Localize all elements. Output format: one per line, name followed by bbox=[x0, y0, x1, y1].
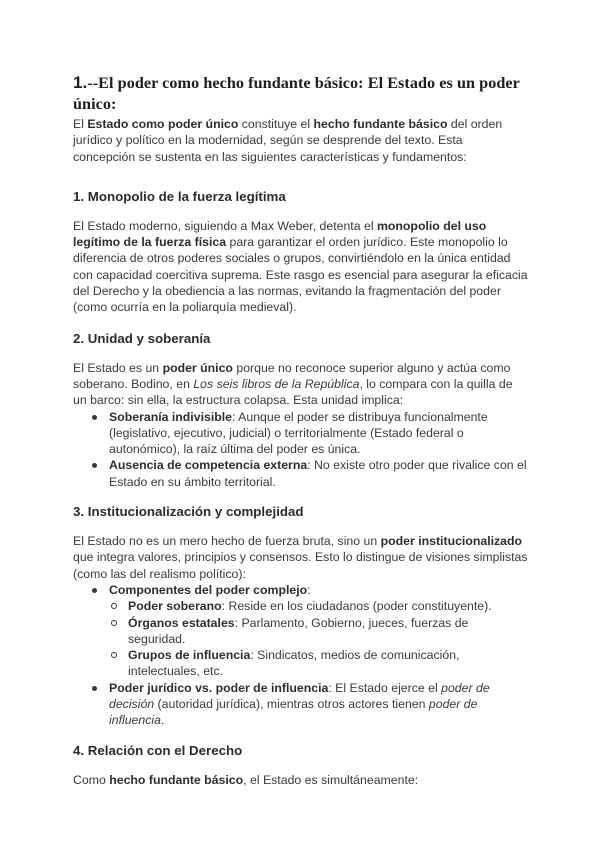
s4-text-1: Como bbox=[73, 772, 110, 787]
sublist-item-text: : Reside en los ciudadanos (poder constituyente). bbox=[221, 599, 492, 614]
list-item-bold: Soberanía indivisible bbox=[109, 409, 233, 424]
list-item-italic: poder de influencia bbox=[109, 697, 478, 728]
title-text: --El poder como hecho fundante básico: El Estado es un poder único: bbox=[73, 74, 520, 113]
s2-text-2: porque no reconoce superior alguno y actúa como soberano. Bodino, en bbox=[73, 360, 511, 391]
s1-text-1: El Estado moderno, siguiendo a Max Weber, detenta el bbox=[73, 218, 377, 233]
sublist-item-text: : Sindicatos, medios de comunicación, intelectuales, etc. bbox=[128, 648, 460, 679]
s3-bold-1: poder institucionalizado bbox=[380, 534, 523, 549]
intro-text-2: constituye el bbox=[238, 117, 314, 131]
list-item-bold: Ausencia de competencia externa bbox=[109, 458, 308, 473]
sublist-item bbox=[109, 615, 528, 648]
list-item bbox=[73, 457, 528, 490]
section-3-list bbox=[73, 582, 528, 729]
s4-text-2: , el Estado es simultáneamente: bbox=[243, 772, 419, 787]
sublist-item bbox=[109, 598, 528, 614]
section-2-list bbox=[73, 409, 528, 490]
intro-bold-1: Estado como poder único bbox=[87, 117, 239, 131]
intro-text-3: del orden jurídico y político en la modernidad, según se desprende del texto. Esta concepción se sustenta en las siguientes características y fundamentos: bbox=[73, 117, 503, 164]
document-title bbox=[73, 72, 528, 115]
s2-text-1: El Estado es un bbox=[73, 360, 163, 375]
section-3-heading: 3. Institucionalización y complejidad bbox=[73, 504, 304, 520]
intro-paragraph bbox=[73, 116, 528, 165]
list-item-bold: Poder jurídico vs. poder de influencia bbox=[109, 680, 329, 695]
sublist-item bbox=[109, 647, 528, 680]
intro-text-1: El bbox=[73, 117, 88, 131]
list-item-text: . bbox=[160, 713, 165, 728]
section-3-paragraph bbox=[73, 533, 528, 582]
sublist-item-text: : Parlamento, Gobierno, jueces, fuerzas de seguridad. bbox=[128, 615, 469, 646]
sublist-item-bold: Poder soberano bbox=[128, 599, 222, 614]
section-3-sublist bbox=[109, 598, 528, 679]
list-item-text: (autoridad jurídica), mientras otros actores tienen bbox=[154, 697, 429, 712]
list-item bbox=[73, 582, 528, 680]
section-1-heading: 1. Monopolio de la fuerza legítima bbox=[73, 188, 286, 204]
list-item bbox=[73, 409, 528, 458]
sublist-item-bold: Grupos de influencia bbox=[128, 648, 251, 663]
s2-text-3: , lo compara con la quilla de un barco: sin ella, la estructura colapsa. Esta unidad implica: bbox=[73, 376, 513, 408]
s3-text-1: El Estado no es un mero hecho de fuerza bruta, sino un bbox=[73, 534, 381, 549]
title-number: 1. bbox=[73, 73, 88, 92]
sublist-item-bold: Órganos estatales bbox=[128, 615, 235, 630]
s2-italic-1: Los seis libros de la República bbox=[193, 376, 360, 391]
intro-bold-2: hecho fundante básico bbox=[313, 117, 448, 131]
list-item bbox=[73, 680, 528, 729]
s3-text-2: que integra valores, principios y consensos. Esto lo distingue de visiones simplistas (como las del realismo político): bbox=[73, 550, 528, 581]
s1-text-2: para garantizar el orden jurídico. Este monopolio lo diferencia de otros poderes sociales o grupos, convirtiéndolo en la única entidad con capacidad coercitiva suprema. Este rasgo es esencial para asegurar la eficacia del Derecho y la obediencia a las normas, evitando la fragmentación del poder (como ocurría en la poliarquía medieval). bbox=[73, 235, 528, 315]
list-item-text: : No existe otro poder que rivalice con el Estado en su ámbito territorial. bbox=[109, 458, 527, 489]
list-item-bold: Componentes del poder complejo bbox=[109, 582, 308, 597]
list-item-text: : bbox=[307, 582, 311, 597]
list-item-text: : Aunque el poder se distribuya funcionalmente (legislativo, ejecutivo, judicial) o territorialmente (Estado federal o autonómico), la raíz última del poder es única. bbox=[109, 409, 488, 457]
list-item-italic: poder de decisión bbox=[109, 680, 490, 712]
section-1-paragraph bbox=[73, 218, 528, 316]
list-item-text: : El Estado ejerce el bbox=[328, 680, 442, 695]
section-4-heading: 4. Relación con el Derecho bbox=[73, 742, 243, 758]
s4-bold-1: hecho fundante básico bbox=[109, 772, 244, 787]
s2-bold-1: poder único bbox=[162, 360, 233, 375]
s1-bold-1: monopolio del uso legítimo de la fuerza física bbox=[73, 218, 487, 250]
section-2-paragraph bbox=[73, 360, 528, 409]
section-2-heading: 2. Unidad y soberanía bbox=[73, 330, 211, 346]
section-4-paragraph bbox=[73, 772, 528, 788]
